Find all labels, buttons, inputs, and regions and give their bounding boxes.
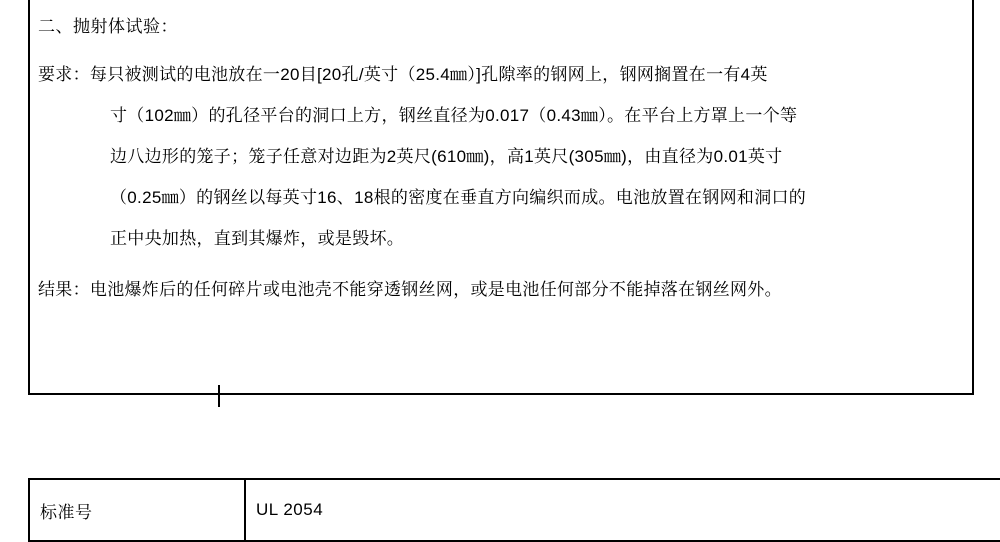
requirement-line-5: [38, 218, 958, 259]
column-divider-tick: [218, 385, 220, 407]
section-content: [30, 0, 972, 310]
table-cell-value-standard-no: UL 2054: [245, 479, 1000, 541]
requirement-label: 要求：: [38, 65, 90, 84]
section-title: 二、抛射体试验：: [38, 17, 178, 36]
result-line-1: [38, 269, 958, 310]
requirement-text-4: （0.25㎜）的钢丝以每英寸16、18根的密度在垂直方向编织而成。电池放置在钢网和洞口的: [110, 188, 807, 207]
result-paragraph: [38, 269, 958, 310]
table-row: [29, 479, 1000, 541]
projectile-test-section: [28, 0, 974, 395]
requirement-text-1: 每只被测试的电池放在一20目[20孔/英寸（25.4㎜）]孔隙率的钢网上，钢网搁置在一有4英: [89, 65, 768, 84]
requirement-line-4: [38, 177, 958, 218]
result-text-1: 电池爆炸后的任何碎片或电池壳不能穿透钢丝网，或是电池任何部分不能掉落在钢丝网外。: [89, 280, 782, 299]
standard-table-wrapper: [28, 478, 974, 542]
requirement-line-1: [38, 54, 958, 95]
requirement-text-3: 边八边形的笼子；笼子任意对边距为2英尺(610㎜)，高1英尺(305㎜)，由直径为0.01英寸: [110, 147, 783, 166]
result-label: 结果：: [38, 280, 90, 299]
requirement-text-5: 正中央加热，直到其爆炸，或是毁坏。: [110, 229, 405, 248]
requirement-paragraph: [38, 54, 958, 259]
requirement-text-2: 寸（102㎜）的孔径平台的洞口上方，钢丝直径为0.017（0.43㎜）。在平台上方罩上一个等: [110, 106, 798, 125]
requirement-line-3: [38, 136, 958, 177]
table-cell-label-standard-no: 标准号: [29, 479, 245, 541]
requirement-line-2: [38, 95, 958, 136]
standard-table: [28, 478, 1000, 542]
